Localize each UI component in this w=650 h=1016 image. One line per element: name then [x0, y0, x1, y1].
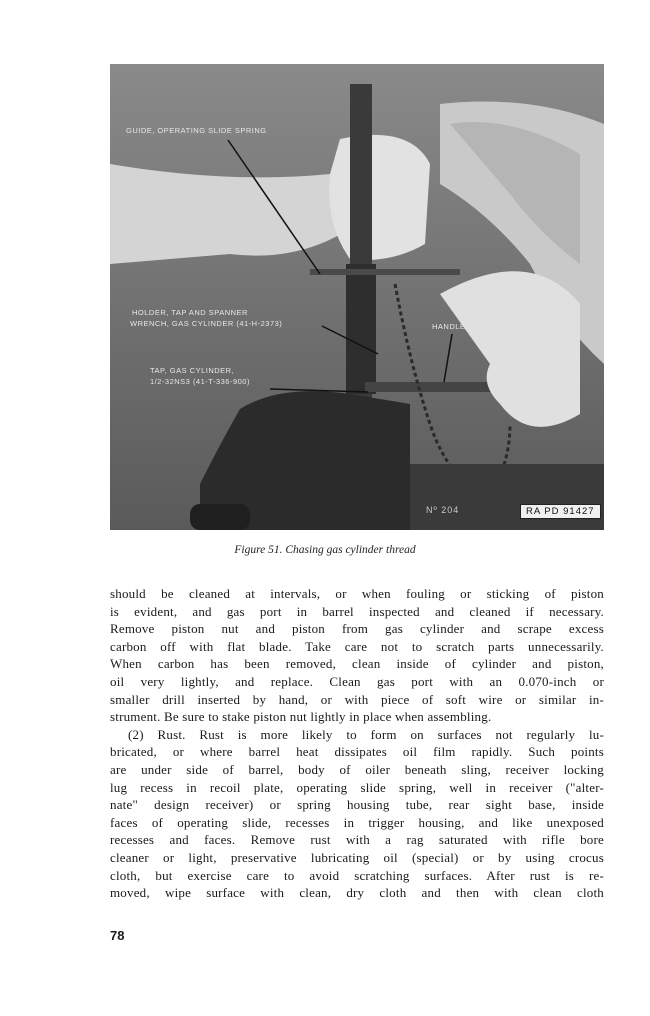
text-line: cleaner or light, preservative lubricating oil (special) or by using crocus: [110, 849, 604, 865]
body-paragraphs: [110, 585, 604, 902]
text-line: When carbon has been removed, clean inside of cylinder and piston,: [110, 656, 604, 672]
plate-number-label: RA PD 91427: [520, 504, 601, 519]
callout-handle: HANDLE: [432, 322, 466, 331]
text-line: cloth, but exercise care to avoid scratching surfaces. After rust is re-: [110, 867, 604, 883]
figure-caption: Figure 51. Chasing gas cylinder thread: [234, 544, 416, 556]
text-line: faces of operating slide, recesses in trigger housing, and like unexposed: [110, 814, 604, 830]
text-line: nate" design receiver) or spring housing tube, rear sight base, inside: [110, 797, 604, 813]
callout-tap-line2: 1/2-32NS3 (41-T-336-900): [150, 377, 250, 386]
text-line: should be cleaned at intervals, or when fouling or sticking of piston: [110, 586, 604, 601]
text-line: are under side of barrel, body of oiler beneath sling, receiver locking: [110, 761, 604, 777]
text-line: carbon off with flat blade. Take care not to scratch parts unnecessarily.: [110, 638, 604, 654]
text-line: smaller drill inserted by hand, or with piece of soft wire or similar in-: [110, 691, 604, 707]
page-number: 78: [110, 928, 125, 943]
callout-guide: GUIDE, OPERATING SLIDE SPRING: [126, 126, 267, 135]
serial-stamp: Nº 204: [426, 505, 460, 515]
text-line: (2) Rust. Rust is more likely to form on surfaces not regularly lu-: [128, 726, 604, 742]
callout-holder-line1: HOLDER, TAP AND SPANNER: [132, 308, 248, 317]
figure-photo: [110, 64, 604, 530]
callout-tap-line1: TAP, GAS CYLINDER,: [150, 366, 235, 375]
text-line: Remove piston nut and piston from gas cylinder and scrape excess: [110, 621, 604, 637]
text-line: strument. Be sure to stake piston nut lightly in place when assembling.: [110, 709, 492, 725]
text-line: moved, wipe surface with clean, dry cloth and then with clean cloth: [110, 885, 604, 901]
text-line: lug recess in recoil plate, operating slide spring, well in receiver ("alter-: [110, 779, 604, 795]
text-line: is evident, and gas port in barrel inspected and cleaned if necessary.: [110, 603, 604, 619]
callout-holder-line2: WRENCH, GAS CYLINDER (41-H-2373): [130, 319, 283, 328]
text-line: bricated, or where barrel heat dissipates oil film rapidly. Such points: [110, 744, 604, 760]
text-line: oil very lightly, and replace. Clean gas port with an 0.070-inch or: [110, 673, 604, 689]
text-line: recesses and faces. Remove rust with a rag saturated with rifle bore: [110, 832, 604, 848]
